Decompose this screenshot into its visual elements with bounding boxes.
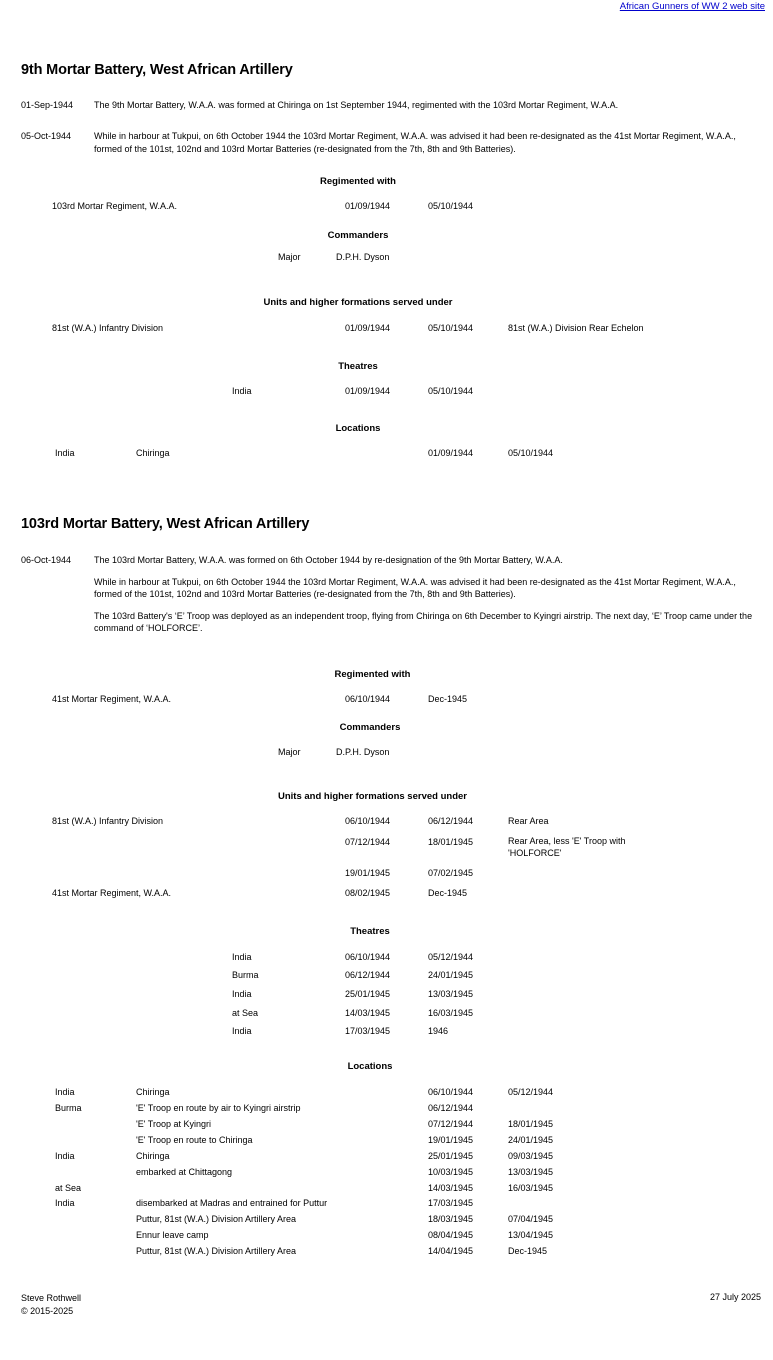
cell-theatre: Burma (55, 1103, 82, 1113)
cell-from: 06/10/1944 (345, 694, 391, 704)
cell-unit: 103rd Mortar Regiment, W.A.A. (52, 201, 178, 211)
narrative-body (94, 130, 761, 155)
cell-theatre: Burma (232, 970, 259, 980)
cell-to: Dec-1945 (428, 694, 468, 704)
cell-to: 16/03/1945 (428, 1008, 474, 1018)
subheading-units-served-under: Units and higher formations served under (278, 791, 467, 802)
cell-from: 01/09/1944 (345, 201, 391, 211)
section-title-9th-mortar-battery: 9th Mortar Battery, West African Artillery (21, 62, 293, 78)
narrative-paragraph: While in harbour at Tukpui, on 6th October 1944 the 103rd Mortar Regiment, W.A.A. was advised it had been re-designated as the 41st Mortar Regiment, W.A.A., formed of the 101st, 102nd and 103rd Mortar Batteries (re-designated from the 7th, 8th and 9th Batteries). (94, 131, 736, 154)
narrative-date: 06-Oct-1944 (21, 555, 72, 565)
cell-to: 13/03/1945 (508, 1167, 554, 1177)
cell-from: 06/10/1944 (345, 816, 391, 826)
cell-place: Chiringa (136, 448, 170, 458)
subheading-theatres: Theatres (350, 926, 390, 937)
narrative-paragraph: The 103rd Battery's ‘E’ Troop was deployed as an independent troop, flying from Chiringa on 6th December to Kyingri airstrip. The next day, ‘E’ Troop came under the command of ‘HOLFORCE’. (94, 610, 753, 633)
cell-from: 08/04/1945 (428, 1230, 474, 1240)
cell-to: 13/03/1945 (428, 989, 474, 999)
narrative-date: 01-Sep-1944 (21, 100, 74, 110)
cell-place: 'E' Troop en route by air to Kyingri airstrip (136, 1103, 301, 1113)
cell-place: Puttur, 81st (W.A.) Division Artillery Area (136, 1246, 297, 1256)
footer-copyright: © 2015-2025 (21, 1306, 74, 1316)
cell-from: 14/03/1945 (345, 1008, 391, 1018)
cell-theatre: India (232, 989, 252, 999)
cell-place: disembarked at Madras and entrained for Puttur (136, 1198, 328, 1208)
cell-from: 17/03/1945 (428, 1198, 474, 1208)
subheading-locations: Locations (335, 423, 381, 434)
cell-note: 81st (W.A.) Division Rear Echelon (508, 323, 644, 333)
cell-to: 1946 (428, 1026, 449, 1036)
cell-to: 05/12/1944 (508, 1087, 554, 1097)
cell-from: 25/01/1945 (428, 1151, 474, 1161)
cell-name: D.P.H. Dyson (336, 747, 390, 757)
narrative-body (94, 554, 761, 635)
cell-from: 06/12/1944 (345, 970, 391, 980)
cell-unit: 81st (W.A.) Infantry Division (52, 816, 164, 826)
cell-from: 01/09/1944 (345, 323, 391, 333)
cell-to: 05/10/1944 (508, 448, 554, 458)
cell-to: 18/01/1945 (508, 1119, 554, 1129)
cell-to: 24/01/1945 (508, 1135, 554, 1145)
cell-to: 07/04/1945 (508, 1214, 554, 1224)
cell-from: 01/09/1944 (428, 448, 474, 458)
cell-from: 19/01/1945 (428, 1135, 474, 1145)
cell-from: 07/12/1944 (428, 1119, 474, 1129)
cell-to: 09/03/1945 (508, 1151, 554, 1161)
cell-place: 'E' Troop en route to Chiringa (136, 1135, 253, 1145)
cell-name: D.P.H. Dyson (336, 252, 390, 262)
subheading-theatres: Theatres (338, 361, 378, 372)
cell-note: Rear Area, less 'E' Troop with 'HOLFORCE' (508, 836, 626, 858)
cell-to: 18/01/1945 (428, 837, 474, 847)
cell-place: Chiringa (136, 1151, 170, 1161)
narrative-entry (21, 554, 761, 635)
cell-to: Dec-1945 (428, 888, 468, 898)
cell-from: 06/10/1944 (345, 952, 391, 962)
cell-from: 25/01/1945 (345, 989, 391, 999)
cell-from: 07/12/1944 (345, 837, 391, 847)
cell-to: 05/10/1944 (428, 386, 474, 396)
cell-to: 05/10/1944 (428, 201, 474, 211)
top-link-container (620, 1, 765, 12)
narrative-date: 05-Oct-1944 (21, 131, 72, 141)
footer-left (21, 1292, 81, 1318)
subheading-commanders: Commanders (339, 722, 401, 733)
cell-theatre: at Sea (232, 1008, 259, 1018)
cell-to: 07/02/1945 (428, 868, 474, 878)
narrative-entry (21, 130, 761, 155)
narrative-body (94, 99, 761, 112)
subheading-regimented-with: Regimented with (334, 669, 411, 680)
cell-theatre: India (232, 1026, 252, 1036)
cell-to: Dec-1945 (508, 1246, 548, 1256)
cell-rank: Major (278, 252, 301, 262)
cell-place: Puttur, 81st (W.A.) Division Artillery Area (136, 1214, 297, 1224)
cell-from: 08/02/1945 (345, 888, 391, 898)
cell-theatre: at Sea (55, 1183, 82, 1193)
cell-to: 05/10/1944 (428, 323, 474, 333)
subheading-locations: Locations (347, 1061, 393, 1072)
cell-to: 05/12/1944 (428, 952, 474, 962)
cell-theatre: India (55, 1087, 75, 1097)
african-gunners-website-link[interactable]: African Gunners of WW 2 web site (619, 1, 765, 12)
cell-to: 06/12/1944 (428, 816, 474, 826)
cell-from: 17/03/1945 (345, 1026, 391, 1036)
narrative-entry (21, 99, 761, 112)
cell-from: 18/03/1945 (428, 1214, 474, 1224)
cell-from: 14/04/1945 (428, 1246, 474, 1256)
cell-unit: 81st (W.A.) Infantry Division (52, 323, 164, 333)
section-title-103rd-mortar-battery: 103rd Mortar Battery, West African Artillery (21, 516, 310, 532)
subheading-commanders: Commanders (327, 230, 389, 241)
cell-from: 14/03/1945 (428, 1183, 474, 1193)
cell-from: 19/01/1945 (345, 868, 391, 878)
cell-rank: Major (278, 747, 301, 757)
cell-place: Chiringa (136, 1087, 170, 1097)
cell-from: 06/12/1944 (428, 1103, 474, 1113)
cell-theatre: India (55, 1198, 75, 1208)
cell-theatre: India (55, 448, 75, 458)
cell-place: Ennur leave camp (136, 1230, 209, 1240)
cell-from: 06/10/1944 (428, 1087, 474, 1097)
narrative-paragraph: The 9th Mortar Battery, W.A.A. was formed at Chiringa on 1st September 1944, regimented with the 103rd Mortar Regiment, W.A.A. (94, 100, 619, 110)
cell-theatre: India (232, 386, 252, 396)
cell-unit: 41st Mortar Regiment, W.A.A. (52, 694, 172, 704)
cell-unit: 41st Mortar Regiment, W.A.A. (52, 888, 172, 898)
cell-to: 16/03/1945 (508, 1183, 554, 1193)
footer-date: 27 July 2025 (709, 1292, 761, 1302)
subheading-regimented-with: Regimented with (319, 176, 396, 187)
cell-to: 13/04/1945 (508, 1230, 554, 1240)
cell-theatre: India (232, 952, 252, 962)
subheading-units-served-under: Units and higher formations served under (263, 297, 453, 308)
narrative-paragraph: The 103rd Mortar Battery, W.A.A. was formed on 6th October 1944 by re-designation of the 9th Mortar Battery, W.A.A. (94, 555, 563, 565)
footer-author: Steve Rothwell (21, 1293, 82, 1303)
cell-to: 24/01/1945 (428, 970, 474, 980)
narrative-paragraph: While in harbour at Tukpui, on 6th October 1944 the 103rd Mortar Regiment, W.A.A. was advised it had been re-designated as the 41st Mortar Regiment, W.A.A., formed of the 101st, 102nd and 103rd Mortar Batteries (re-designated from the 7th, 8th and 9th Batteries). (94, 576, 736, 599)
cell-place: 'E' Troop at Kyingri (136, 1119, 211, 1129)
cell-theatre: India (55, 1151, 75, 1161)
cell-note: Rear Area (508, 816, 549, 826)
cell-place: embarked at Chittagong (136, 1167, 233, 1177)
cell-from: 01/09/1944 (345, 386, 391, 396)
cell-from: 10/03/1945 (428, 1167, 474, 1177)
